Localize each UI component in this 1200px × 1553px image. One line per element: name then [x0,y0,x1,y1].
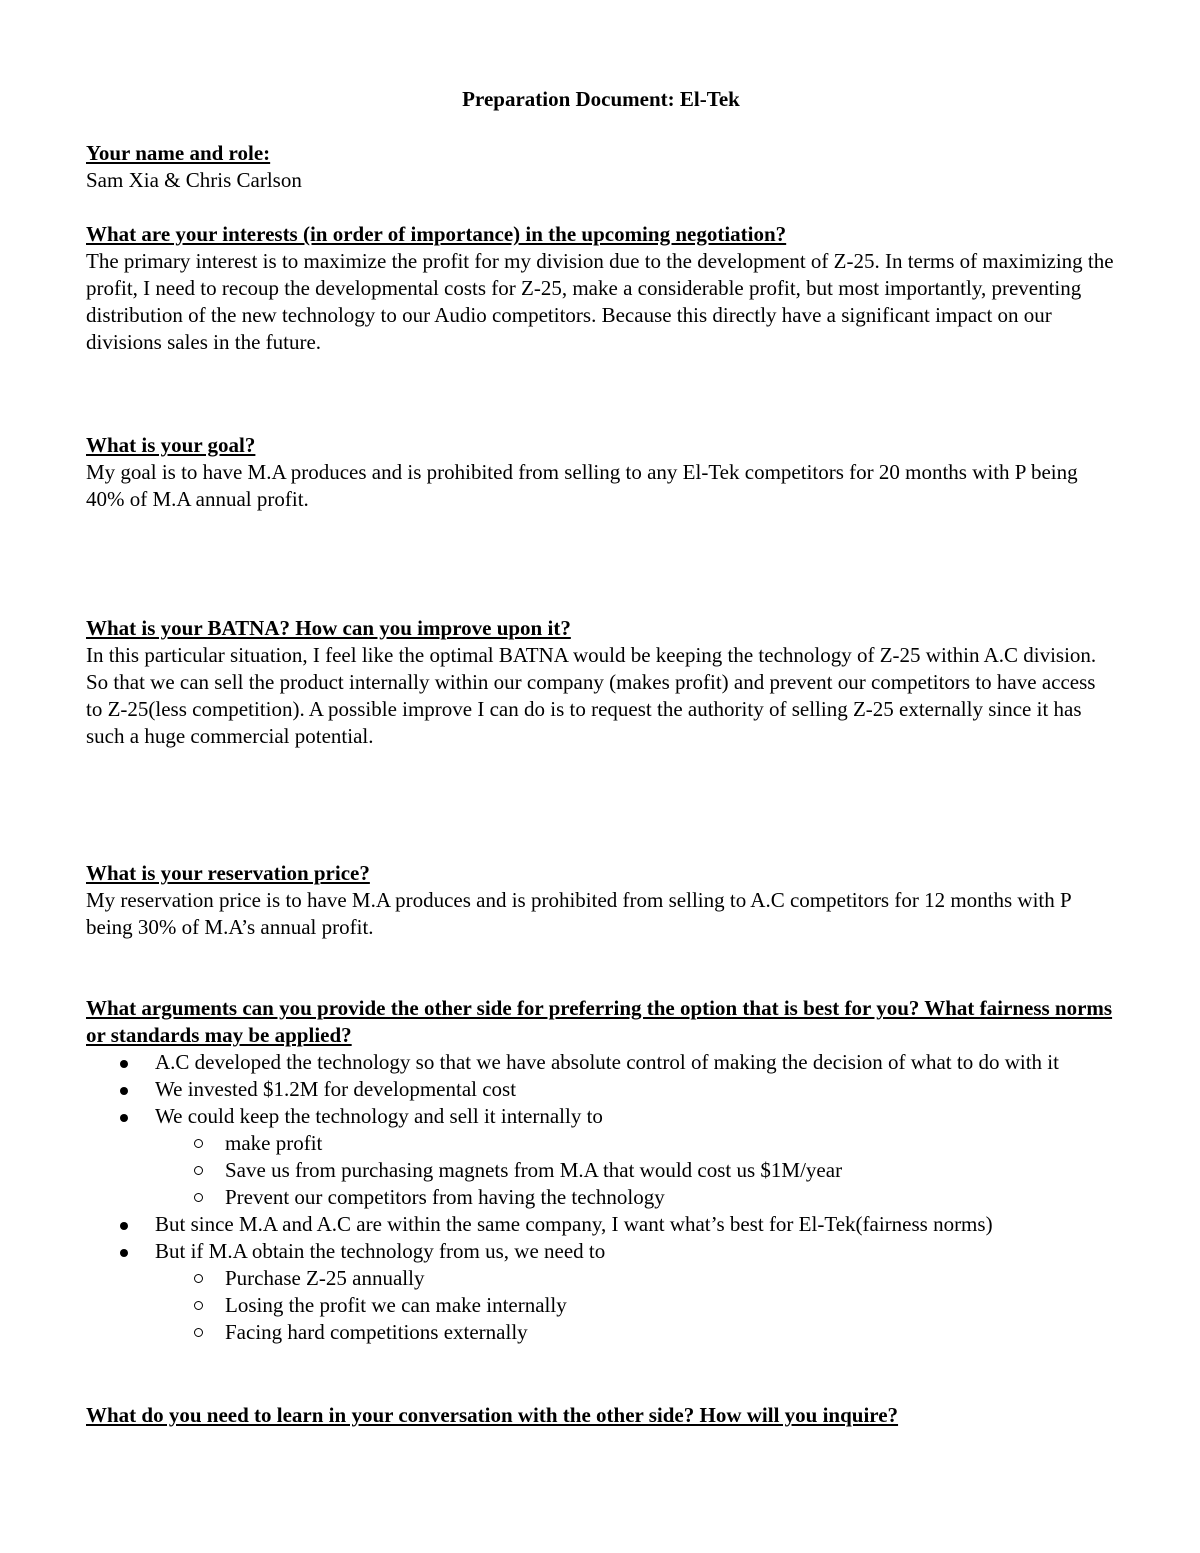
sub-list-item-text: make profit [225,1131,323,1155]
sub-list-wrap [86,1130,1116,1211]
learn-question: What do you need to learn in your conversation with the other side? How will you inquire? [86,1403,899,1427]
sub-list-item-text: Losing the profit we can make internally [225,1293,567,1317]
list-item [86,1076,1116,1103]
goal-question: What is your goal? [86,433,256,457]
spacer [86,194,1116,221]
interests-answer: The primary interest is to maximize the profit for my division due to the development of Z-25. In terms of maximizing the profit, I need to recoup the developmental costs for Z-25, make a considerable profit, but most importantly, preventing distribution of the new technology to our Audio competitors. Because this directly have a significant impact on our divisions sales in the future. [86,249,1114,354]
bullet-icon [120,1114,128,1122]
spacer [86,1346,1116,1402]
spacer [86,513,1116,615]
sub-list-item-text: Save us from purchasing magnets from M.A that would cost us $1M/year [225,1158,843,1182]
sub-list-item [155,1157,1116,1184]
sub-list-item [155,1184,1116,1211]
name-role-answer: Sam Xia & Chris Carlson [86,168,302,192]
spacer [86,356,1116,432]
circle-bullet-icon [194,1139,203,1148]
sub-list-item-text: Prevent our competitors from having the technology [225,1185,665,1209]
circle-bullet-icon [194,1274,203,1283]
list-item-text: But if M.A obtain the technology from us, we need to [155,1239,606,1263]
list-item-text: We invested $1.2M for developmental cost [155,1077,517,1101]
document-title: Preparation Document: El-Tek [462,87,740,111]
sub-list-item-text: Facing hard competitions externally [225,1320,528,1344]
sub-list-item-text: Purchase Z-25 annually [225,1266,425,1290]
sub-list-wrap [86,1265,1116,1346]
circle-bullet-icon [194,1193,203,1202]
list-item-text: We could keep the technology and sell it internally to [155,1104,603,1128]
document-body [86,86,1116,1429]
goal-answer: My goal is to have M.A produces and is prohibited from selling to any El-Tek competitors for 20 months with P being 40% of M.A annual profit. [86,460,1078,511]
list-item-text: A.C developed the technology so that we have absolute control of making the decision of what to do with it [155,1050,1059,1074]
circle-bullet-icon [194,1328,203,1337]
bullet-icon [120,1060,128,1068]
arguments-question: What arguments can you provide the other side for preferring the option that is best for you? What fairness norms or standards may be applied? [86,996,1113,1047]
name-role-question: Your name and role: [86,141,271,165]
sub-list [155,1265,1116,1346]
bullet-icon [120,1087,128,1095]
bullet-icon [120,1249,128,1257]
sub-list-item [155,1130,1116,1157]
list-item [86,1238,1116,1346]
arguments-list [86,1049,1116,1346]
list-item [86,1049,1116,1076]
batna-question: What is your BATNA? How can you improve upon it? [86,616,571,640]
circle-bullet-icon [194,1301,203,1310]
list-item [86,1211,1116,1238]
spacer [86,750,1116,860]
interests-question: What are your interests (in order of importance) in the upcoming negotiation? [86,222,787,246]
sub-list-item [155,1265,1116,1292]
circle-bullet-icon [194,1166,203,1175]
bullet-icon [120,1222,128,1230]
sub-list [155,1130,1116,1211]
reservation-answer: My reservation price is to have M.A produces and is prohibited from selling to A.C competitors for 12 months with P being 30% of M.A’s annual profit. [86,888,1071,939]
spacer [86,941,1116,995]
batna-answer: In this particular situation, I feel like the optimal BATNA would be keeping the technology of Z-25 within A.C division. So that we can sell the product internally within our company (makes profit) and prevent our competitors to have access to Z-25(less competition). A possible improve I can do is to request the authority of selling Z-25 externally since it has such a huge commercial potential. [86,643,1097,748]
sub-list-item [155,1319,1116,1346]
list-item [86,1103,1116,1211]
list-item-text: But since M.A and A.C are within the same company, I want what’s best for El-Tek(fairness norms) [155,1212,993,1236]
reservation-question: What is your reservation price? [86,861,370,885]
sub-list-item [155,1292,1116,1319]
